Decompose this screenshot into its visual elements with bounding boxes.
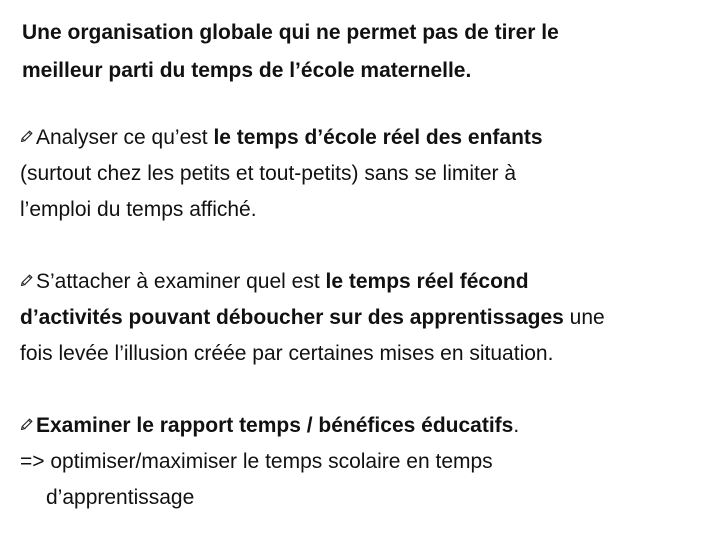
bullet-3-line-2: => optimiser/maximiser le temps scolaire en temps: [20, 450, 493, 473]
bullet-2: [20, 264, 710, 372]
bullet-2-line-3: fois levée l’illusion créée par certaines mises en situation.: [20, 342, 554, 365]
pencil-icon: [20, 129, 34, 143]
bullet-1-line-1: [20, 120, 710, 156]
bullet-2-text-a: S’attacher à examiner quel est: [36, 270, 326, 293]
bullet-1-text-bold: le temps d’école réel des enfants: [213, 126, 543, 149]
bullet-2-line-2: [20, 300, 710, 336]
bullet-1-line-2: (surtout chez les petits et tout-petits) sans se limiter à: [20, 162, 517, 185]
bullet-3-text-b: .: [513, 414, 520, 437]
bullet-3: [20, 408, 710, 516]
bullet-1-text-a: Analyser ce qu’est: [36, 126, 214, 149]
pencil-icon: [20, 273, 34, 287]
slide-heading: [22, 14, 702, 90]
bullet-2-text-bold-2: d’activités pouvant déboucher sur des apprentissages: [20, 306, 564, 329]
bullet-2-text-b: une: [563, 306, 605, 329]
heading-line-1: Une organisation globale qui ne permet pas de tirer le: [22, 21, 559, 44]
bullet-2-text-bold: le temps réel fécond: [325, 270, 529, 293]
bullet-2-line-1: [20, 264, 710, 300]
heading-line-2: meilleur parti du temps de l’école maternelle.: [22, 59, 472, 82]
bullet-1: [20, 120, 710, 228]
bullet-1-line-3: l’emploi du temps affiché.: [20, 198, 257, 221]
pencil-icon: [20, 417, 34, 431]
bullet-3-line-3: d’apprentissage: [46, 486, 195, 509]
bullet-3-line-1: [20, 408, 710, 444]
bullet-3-text-bold: Examiner le rapport temps / bénéfices éducatifs: [36, 414, 514, 437]
